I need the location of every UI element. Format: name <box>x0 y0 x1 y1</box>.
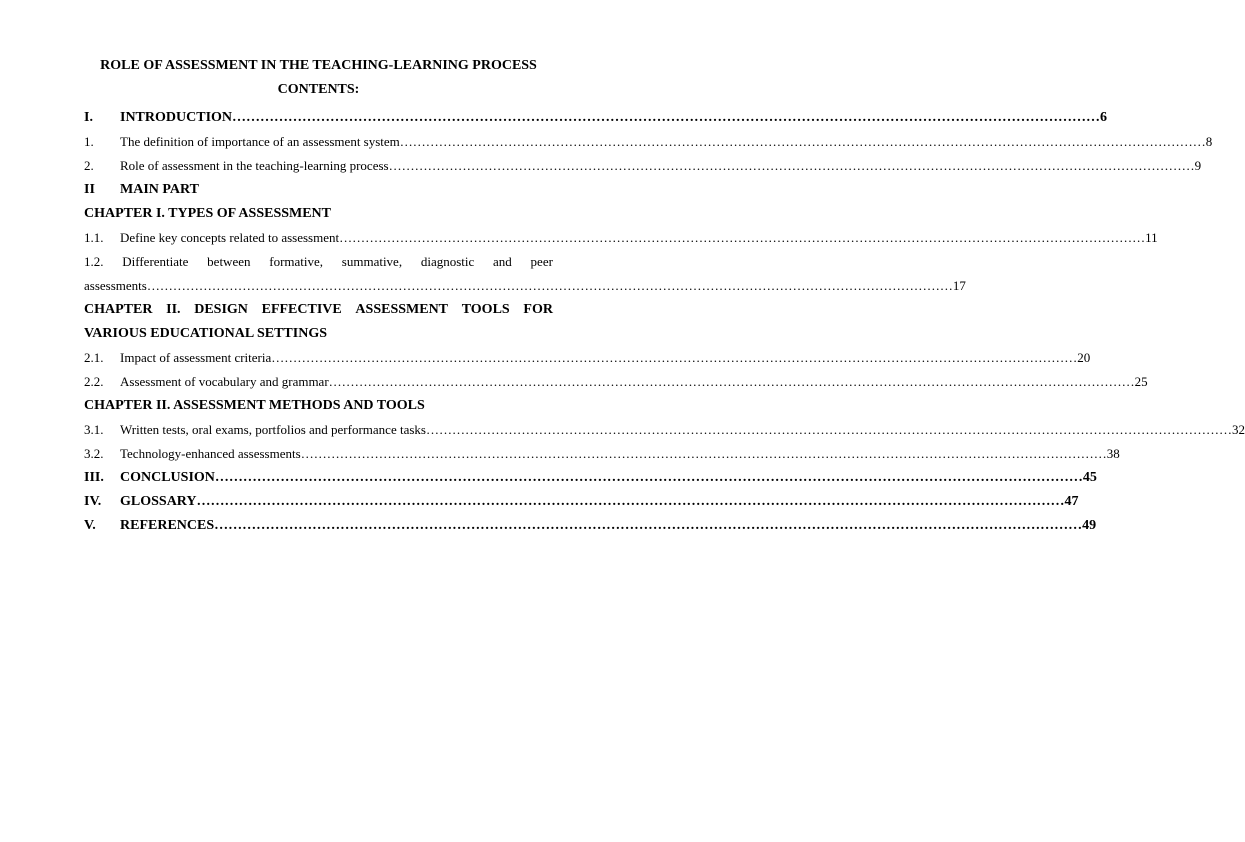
toc-number: 3.2. <box>84 446 104 461</box>
toc-page: 45 <box>1082 470 1097 485</box>
toc-page: 9 <box>1194 158 1202 173</box>
toc-word: CHAPTER <box>84 302 153 317</box>
document-title: ROLE OF ASSESSMENT IN THE TEACHING-LEARNING PROCESS <box>100 58 537 73</box>
toc-word: and <box>493 254 512 269</box>
toc-text: Technology-enhanced assessments <box>120 446 301 461</box>
toc-word: TOOLS <box>461 302 510 317</box>
toc-entry-key-concepts[interactable] <box>84 226 1158 250</box>
toc-number: 2.1. <box>84 350 104 365</box>
toc-text: Role of assessment in the teaching-learning process <box>120 158 389 173</box>
toc-entry-introduction[interactable] <box>84 106 1108 130</box>
toc-word: between <box>207 254 251 269</box>
toc-text: REFERENCES <box>120 518 215 533</box>
document-page <box>84 58 1245 538</box>
toc-text: The definition of importance of an assessment system <box>120 134 400 149</box>
toc-word: FOR <box>523 302 553 317</box>
toc-page: 6 <box>1100 110 1108 125</box>
toc-entry-differentiate-cont[interactable] <box>84 274 966 298</box>
toc-leader <box>301 442 1107 466</box>
toc-text: Assessment of vocabulary and grammar <box>120 374 329 389</box>
toc-entry-main-part[interactable] <box>84 178 553 202</box>
toc-leader <box>147 274 953 298</box>
toc-chapter-design[interactable] <box>84 298 553 322</box>
toc-page: 32 <box>1231 422 1245 437</box>
toc-text: GLOSSARY <box>120 494 197 509</box>
toc-leader <box>329 370 1135 394</box>
toc-leader <box>389 154 1195 178</box>
toc-number: 2. <box>84 158 94 173</box>
toc-entry-conclusion[interactable] <box>84 466 1097 490</box>
toc-number: 3.1. <box>84 422 104 437</box>
toc-entry-role[interactable] <box>84 154 1202 178</box>
toc-word: EFFECTIVE <box>261 302 342 317</box>
toc-number: IV. <box>84 494 102 509</box>
toc-word: II. <box>166 302 181 317</box>
toc-entry-technology[interactable] <box>84 442 1120 466</box>
toc-page: 49 <box>1082 518 1097 533</box>
toc-entry-criteria[interactable] <box>84 346 1091 370</box>
toc-leader <box>339 226 1145 250</box>
toc-word: DESIGN <box>194 302 248 317</box>
toc-word: ASSESSMENT <box>355 302 449 317</box>
toc-number: 2.2. <box>84 374 104 389</box>
toc-leader <box>214 514 1082 538</box>
toc-entry-definition[interactable] <box>84 130 1213 154</box>
toc-number: V. <box>84 518 96 533</box>
toc-chapter-types[interactable]: CHAPTER I. TYPES OF ASSESSMENT <box>84 206 332 221</box>
toc-page: 20 <box>1077 350 1091 365</box>
toc-entry-differentiate[interactable] <box>84 250 553 274</box>
toc-word: Differentiate <box>122 254 189 269</box>
toc-page: 38 <box>1106 446 1120 461</box>
toc-text: INTRODUCTION <box>120 110 233 125</box>
toc-word: formative, <box>269 254 324 269</box>
toc-word: diagnostic <box>420 254 475 269</box>
toc-page: 25 <box>1134 374 1148 389</box>
toc-text: assessments <box>84 278 147 293</box>
toc-page: 17 <box>952 278 966 293</box>
contents-heading: CONTENTS: <box>277 82 360 97</box>
toc-number: 1. <box>84 134 94 149</box>
toc-chapter-design-cont[interactable]: VARIOUS EDUCATIONAL SETTINGS <box>84 326 327 341</box>
toc-text: Define key concepts related to assessment <box>120 230 340 245</box>
toc-number: I. <box>84 110 93 125</box>
toc-entry-references[interactable] <box>84 514 1097 538</box>
toc-entry-written-tests[interactable] <box>84 418 1245 442</box>
toc-leader <box>426 418 1232 442</box>
toc-text: Impact of assessment criteria <box>120 350 272 365</box>
toc-chapter-methods[interactable]: CHAPTER II. ASSESSMENT METHODS AND TOOLS <box>84 398 425 413</box>
toc-text: CONCLUSION <box>120 470 215 485</box>
toc-leader <box>215 466 1083 490</box>
toc-page: 8 <box>1205 134 1213 149</box>
toc-number: II <box>84 182 95 197</box>
toc-word: summative, <box>341 254 403 269</box>
toc-leader <box>400 130 1206 154</box>
toc-page: 11 <box>1145 230 1158 245</box>
toc-entry-vocabulary[interactable] <box>84 370 1148 394</box>
toc-text: Written tests, oral exams, portfolios and performance tasks <box>120 422 426 437</box>
toc-word: peer <box>530 254 553 269</box>
toc-entry-glossary[interactable] <box>84 490 1079 514</box>
toc-list <box>84 106 1245 538</box>
toc-leader <box>232 106 1100 130</box>
toc-text: MAIN PART <box>120 182 199 197</box>
toc-leader <box>197 490 1065 514</box>
toc-number: III. <box>84 470 104 485</box>
toc-number: 1.2. <box>84 254 104 269</box>
toc-number: 1.1. <box>84 230 104 245</box>
toc-leader <box>271 346 1077 370</box>
toc-page: 47 <box>1064 494 1079 509</box>
